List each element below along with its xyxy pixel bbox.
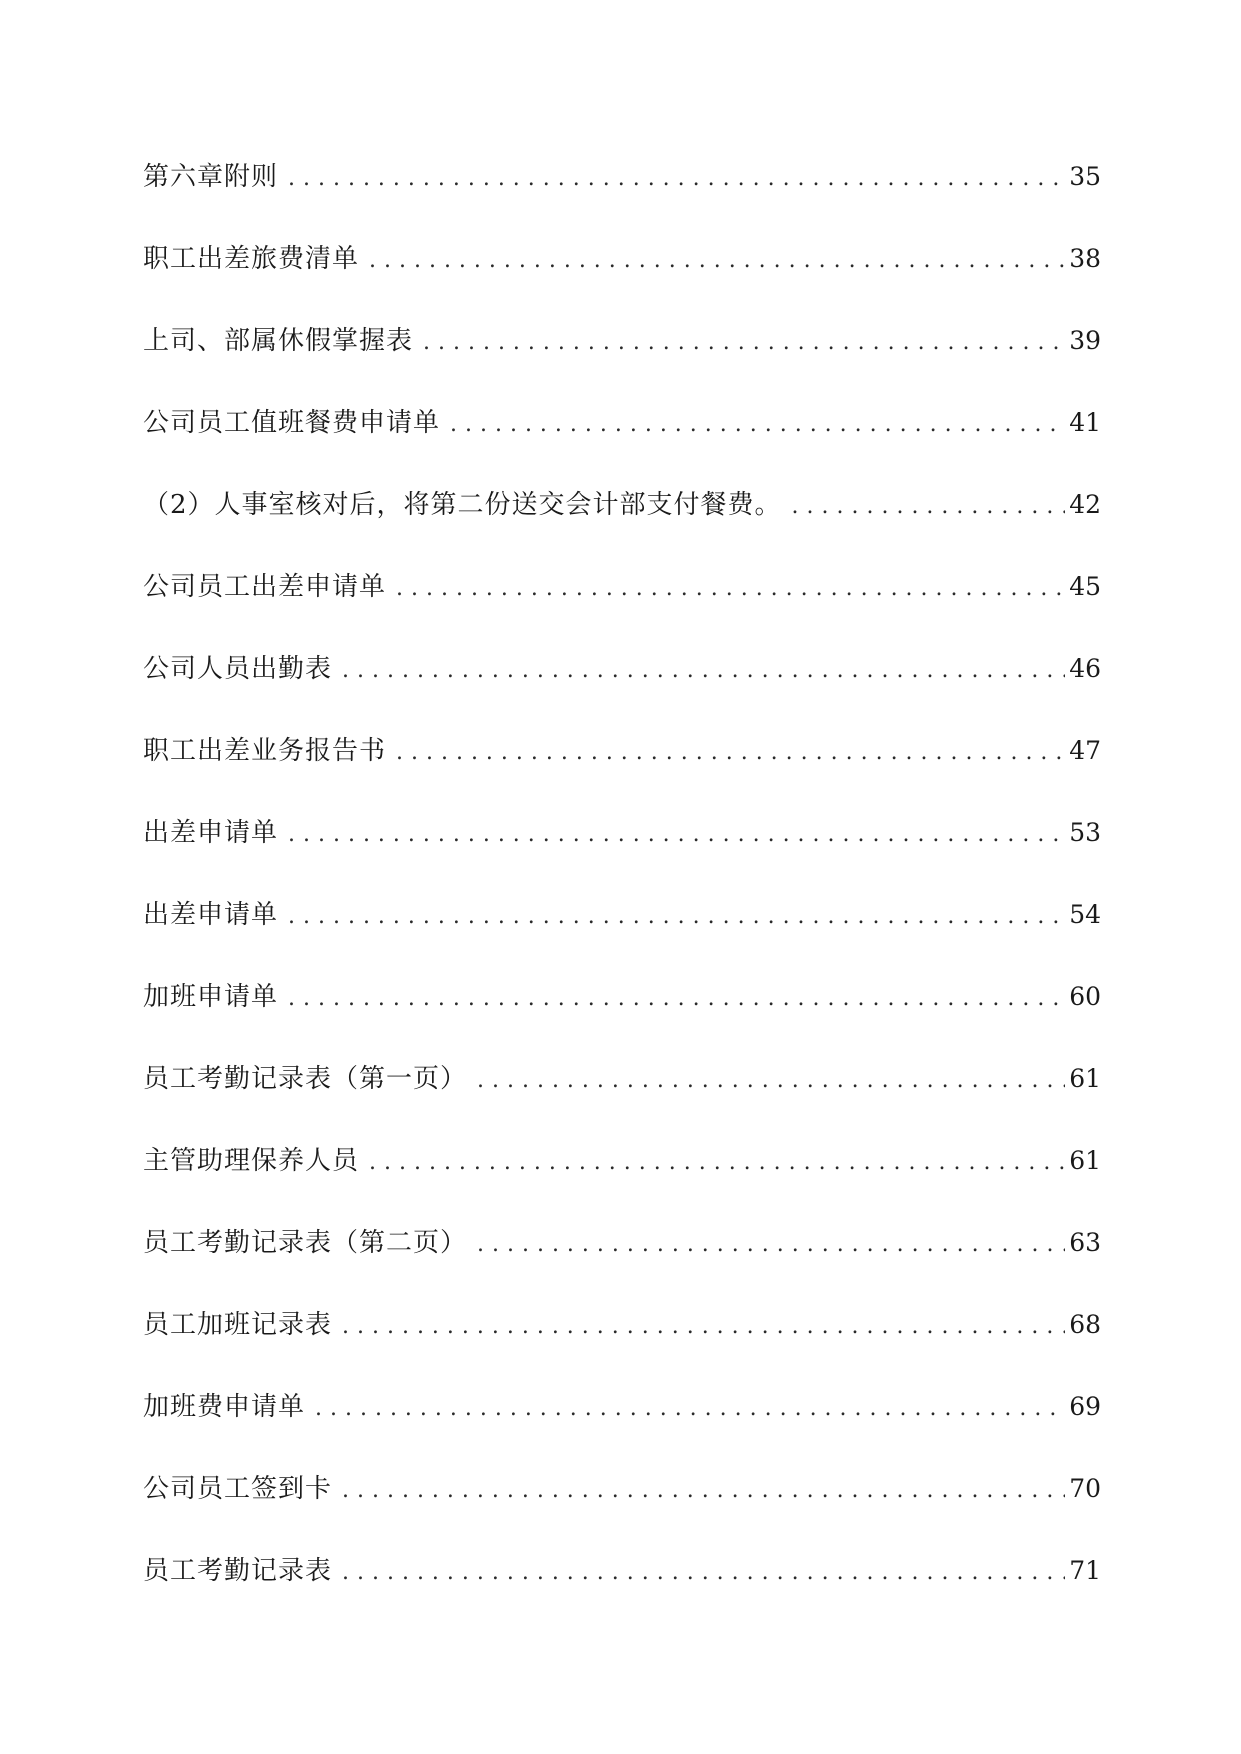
toc-entry-title: 公司员工出差申请单 (143, 572, 387, 602)
toc-page-number: 61 (1069, 1064, 1101, 1093)
toc-entry-title: 员工考勤记录表（第一页） (143, 1064, 468, 1094)
toc-entry-title: 职工出差旅费清单 (143, 244, 360, 274)
toc-page-number: 39 (1069, 326, 1101, 355)
toc-entry[interactable] (143, 1148, 1101, 1230)
toc-dot-leader (369, 248, 1065, 274)
toc-page-number: 68 (1069, 1310, 1101, 1339)
toc-page-number: 47 (1069, 736, 1101, 765)
toc-entry-title: 出差申请单 (143, 818, 279, 848)
toc-page-number: 41 (1069, 408, 1101, 437)
toc-entry[interactable] (143, 984, 1101, 1066)
toc-page-number: 70 (1069, 1474, 1101, 1503)
toc-page-number: 35 (1069, 162, 1101, 191)
toc-page-number: 61 (1069, 1146, 1101, 1175)
toc-page-number: 42 (1069, 490, 1101, 519)
toc-dot-leader (477, 1232, 1065, 1258)
toc-page-number: 38 (1069, 244, 1101, 273)
toc-entry[interactable] (143, 1230, 1101, 1312)
toc-entry-title: 公司员工签到卡 (143, 1474, 333, 1504)
toc-dot-leader (288, 166, 1065, 192)
toc-dot-leader (315, 1396, 1065, 1422)
toc-entry[interactable] (143, 492, 1101, 574)
toc-dot-leader (423, 330, 1065, 356)
toc-entry[interactable] (143, 1394, 1101, 1476)
toc-page-number: 69 (1069, 1392, 1101, 1421)
toc-entry-title: （2）人事室核对后，将第二份送交会计部支付餐费。 (143, 490, 782, 520)
toc-entry[interactable] (143, 1558, 1101, 1640)
toc-dot-leader (288, 904, 1065, 930)
toc-page-number: 53 (1069, 818, 1101, 847)
toc-entry-title: 出差申请单 (143, 900, 279, 930)
toc-page-number: 63 (1069, 1228, 1101, 1257)
toc-entry-title: 员工加班记录表 (143, 1310, 333, 1340)
toc-dot-leader (396, 740, 1065, 766)
toc-entry[interactable] (143, 738, 1101, 820)
toc-entry-title: 公司人员出勤表 (143, 654, 333, 684)
toc-entry-title: 主管助理保养人员 (143, 1146, 360, 1176)
toc-entry-title: 员工考勤记录表 (143, 1556, 333, 1586)
toc-dot-leader (342, 1478, 1065, 1504)
toc-page-number: 54 (1069, 900, 1101, 929)
toc-dot-leader (396, 576, 1065, 602)
toc-entry[interactable] (143, 246, 1101, 328)
toc-entry-title: 公司员工值班餐费申请单 (143, 408, 441, 438)
toc-entry[interactable] (143, 574, 1101, 656)
toc-entry[interactable] (143, 656, 1101, 738)
toc-entry[interactable] (143, 410, 1101, 492)
toc-entry[interactable] (143, 164, 1101, 246)
toc-dot-leader (450, 412, 1065, 438)
toc-dot-leader (288, 822, 1065, 848)
toc-dot-leader (477, 1068, 1065, 1094)
toc-entry-title: 第六章附则 (143, 162, 279, 192)
toc-page-number: 46 (1069, 654, 1101, 683)
toc-dot-leader (342, 1314, 1065, 1340)
toc-dot-leader (792, 494, 1065, 520)
toc-page-number: 71 (1069, 1556, 1101, 1585)
toc-entry-title: 加班费申请单 (143, 1392, 306, 1422)
toc-dot-leader (288, 986, 1065, 1012)
table-of-contents (143, 164, 1101, 1640)
toc-dot-leader (342, 658, 1065, 684)
toc-entry-title: 上司、部属休假掌握表 (143, 326, 414, 356)
toc-entry[interactable] (143, 1476, 1101, 1558)
toc-entry[interactable] (143, 1066, 1101, 1148)
toc-entry[interactable] (143, 1312, 1101, 1394)
toc-entry-title: 加班申请单 (143, 982, 279, 1012)
toc-entry-title: 员工考勤记录表（第二页） (143, 1228, 468, 1258)
toc-entry[interactable] (143, 328, 1101, 410)
toc-entry-title: 职工出差业务报告书 (143, 736, 387, 766)
toc-dot-leader (342, 1560, 1065, 1586)
toc-page-number: 60 (1069, 982, 1101, 1011)
toc-dot-leader (369, 1150, 1065, 1176)
toc-entry[interactable] (143, 902, 1101, 984)
toc-entry[interactable] (143, 820, 1101, 902)
toc-page-number: 45 (1069, 572, 1101, 601)
